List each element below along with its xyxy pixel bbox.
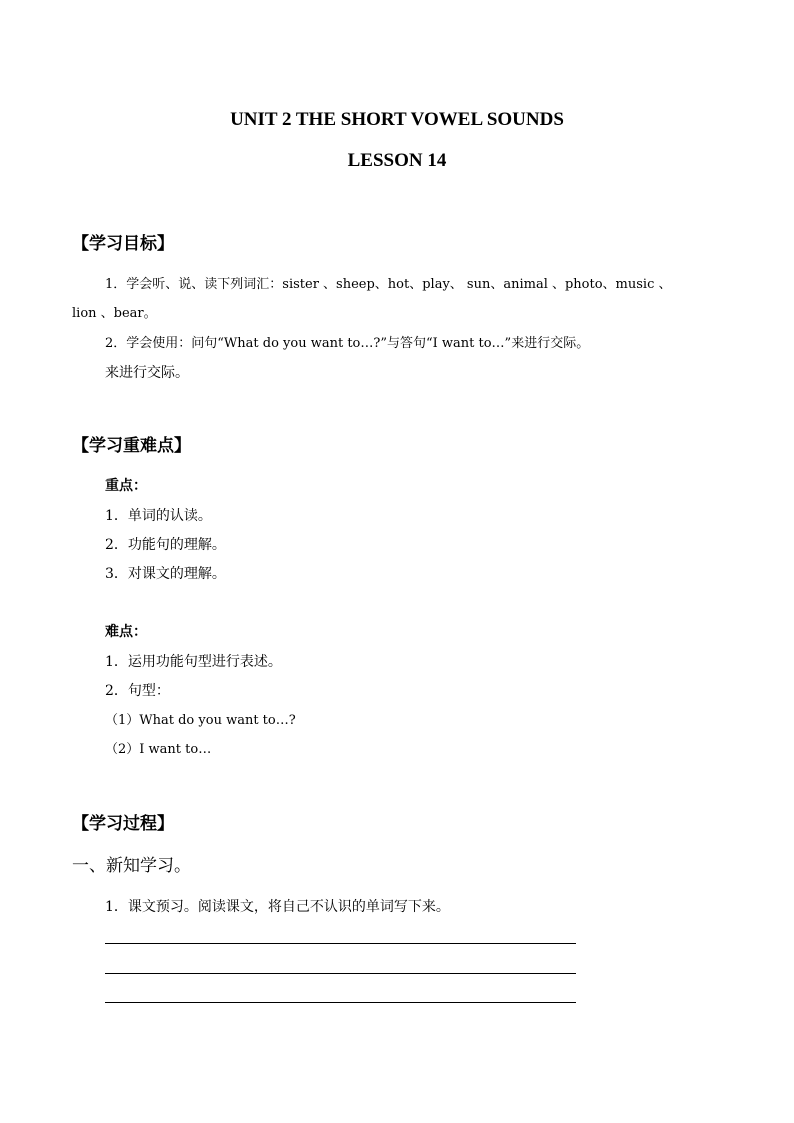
objective-1-line-2: lion 、bear。 xyxy=(72,306,157,321)
objectives-heading: 【学习目标】 xyxy=(72,234,174,254)
focus-label: 重点： xyxy=(105,478,147,494)
task-1: 1．课文预习。阅读课文，将自己不认识的单词写下来。 xyxy=(105,899,450,915)
lesson-title: LESSON 14 xyxy=(347,150,447,171)
part-1-heading: 一、新知学习。 xyxy=(72,856,191,876)
key-points-heading: 【学习重难点】 xyxy=(72,436,191,456)
difficulty-item-4: （2）I want to… xyxy=(105,742,212,757)
answer-line-3[interactable] xyxy=(105,1002,576,1003)
focus-item-2: 2．功能句的理解。 xyxy=(105,537,226,553)
document-title: UNIT 2 THE SHORT VOWEL SOUNDS xyxy=(230,109,564,130)
focus-item-1: 1．单词的认读。 xyxy=(105,508,212,524)
answer-line-1[interactable] xyxy=(105,943,576,944)
answer-line-2[interactable] xyxy=(105,973,576,974)
objective-2: 2．学会使用：问句“What do you want to…?”与答句“I want to…”来进行交际。 xyxy=(105,336,590,351)
process-heading: 【学习过程】 xyxy=(72,814,174,834)
objective-2-extra: 来进行交际。 xyxy=(105,365,189,381)
difficulty-item-3: （1）What do you want to…? xyxy=(105,713,296,728)
difficulty-item-1: 1．运用功能句型进行表述。 xyxy=(105,654,282,670)
difficulty-label: 难点： xyxy=(105,624,147,640)
difficulty-item-2: 2．句型： xyxy=(105,683,170,699)
focus-item-3: 3．对课文的理解。 xyxy=(105,566,226,582)
objective-1-line-1: 1．学会听、说、读下列词汇：sister 、sheep、hot、play、 sun、animal 、photo、music 、 xyxy=(105,277,672,292)
